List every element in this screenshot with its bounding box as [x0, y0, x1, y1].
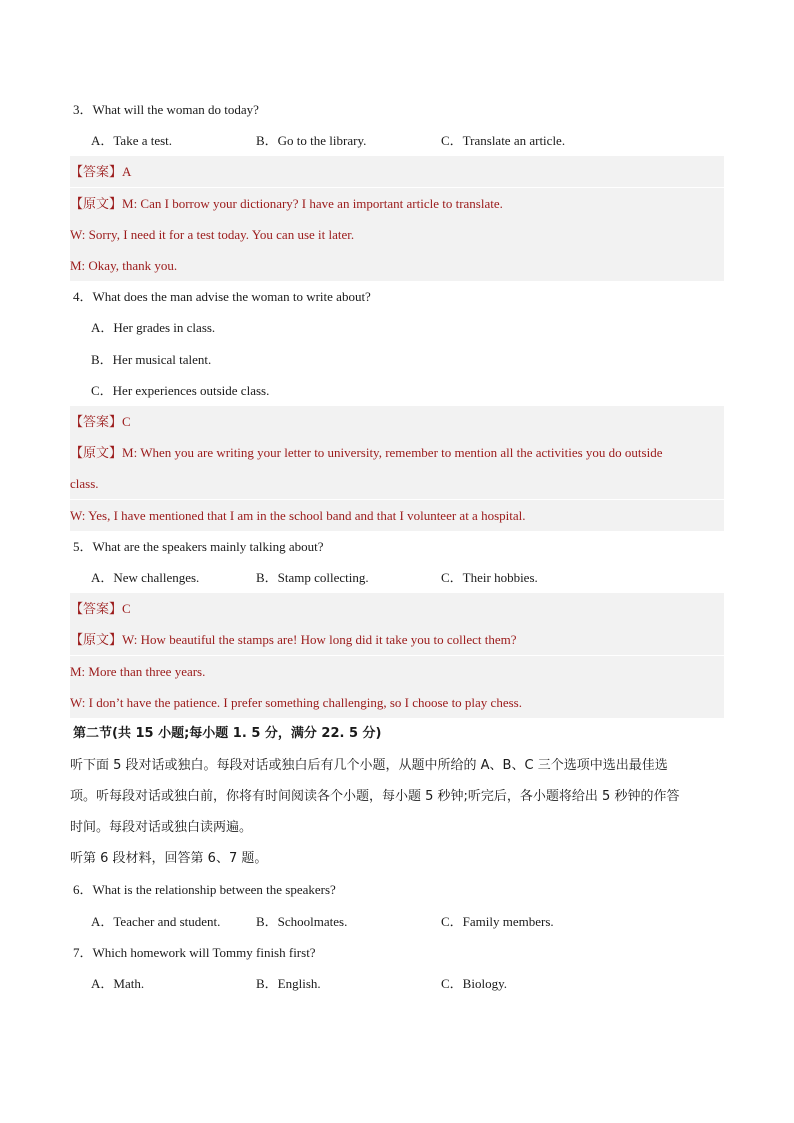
script-4-line-1: [70, 437, 724, 468]
option-b: B．Schoolmates.: [256, 914, 348, 929]
script-4-line-2: class.: [70, 468, 724, 499]
answer-5: [70, 593, 724, 624]
section-heading: 第二节(共 15 小题;每小题 1. 5 分，满分 22. 5 分): [73, 726, 382, 741]
answer-4: [70, 406, 724, 437]
instructions-line-3: 时间。每段对话或独白读两遍。: [70, 820, 253, 835]
option-a: A．New challenges.: [91, 570, 200, 585]
script-text: W: How beautiful the stamps are! How long did it take you to collect them?: [122, 632, 517, 647]
option-c: C．Translate an article.: [441, 133, 566, 148]
option-c: C．Their hobbies.: [441, 570, 538, 585]
option-b: B．Her musical talent.: [91, 352, 212, 367]
answer-value: A: [122, 164, 132, 179]
option-a: A．Math.: [91, 976, 145, 991]
question-7-options: [70, 968, 724, 999]
answer-tag: 【答案】: [70, 415, 123, 430]
option-c: C．Her experiences outside class.: [91, 383, 270, 398]
question-6: 6．What is the relationship between the speakers?: [73, 882, 336, 897]
script-5-line-1: [70, 624, 724, 655]
instructions-line-2: 项。听每段对话或独白前，你将有时间阅读各个小题，每小题 5 秒钟;听完后，各小题将给出 5 秒钟的作答: [70, 789, 680, 804]
script-3-line-3: M: Okay, thank you.: [70, 250, 724, 281]
script-4-line-3: W: Yes, I have mentioned that I am in the school band and that I volunteer at a hospital.: [70, 500, 724, 531]
script-text: M: When you are writing your letter to university, remember to mention all the activities you do outside: [122, 445, 663, 460]
question-7: 7．Which homework will Tommy finish first?: [73, 945, 316, 960]
script-tag: 【原文】: [70, 633, 123, 648]
question-3-options: [70, 125, 724, 156]
question-4: 4．What does the man advise the woman to write about?: [73, 289, 371, 304]
option-b: B．Stamp collecting.: [256, 570, 369, 585]
option-a: A．Take a test.: [91, 133, 173, 148]
script-tag: 【原文】: [70, 197, 123, 212]
question-6-options: [70, 906, 724, 937]
answer-tag: 【答案】: [70, 602, 123, 617]
script-5-line-2: M: More than three years.: [70, 656, 724, 687]
material-note: 听第 6 段材料，回答第 6、7 题。: [70, 851, 268, 866]
script-3-line-1: [70, 188, 724, 219]
option-c: C．Family members.: [441, 914, 554, 929]
answer-tag: 【答案】: [70, 165, 123, 180]
option-a: A．Teacher and student.: [91, 914, 221, 929]
script-3-line-2: W: Sorry, I need it for a test today. You can use it later.: [70, 219, 724, 250]
answer-3: [70, 156, 724, 187]
answer-value: C: [122, 601, 131, 616]
option-c: C．Biology.: [441, 976, 507, 991]
option-a: A．Her grades in class.: [91, 320, 216, 335]
option-b: B．Go to the library.: [256, 133, 367, 148]
instructions-line-1: 听下面 5 段对话或独白。每段对话或独白后有几个小题，从题中所给的 A、B、C 三个选项中选出最佳选: [70, 758, 668, 773]
script-5-line-3: W: I don’t have the patience. I prefer something challenging, so I choose to play chess.: [70, 687, 724, 718]
question-5-options: [70, 562, 724, 593]
option-b: B．English.: [256, 976, 321, 991]
script-text: M: Can I borrow your dictionary? I have an important article to translate.: [122, 196, 503, 211]
script-tag: 【原文】: [70, 446, 123, 461]
question-5: 5．What are the speakers mainly talking about?: [73, 539, 324, 554]
answer-value: C: [122, 414, 131, 429]
question-3: 3．What will the woman do today?: [73, 102, 259, 117]
